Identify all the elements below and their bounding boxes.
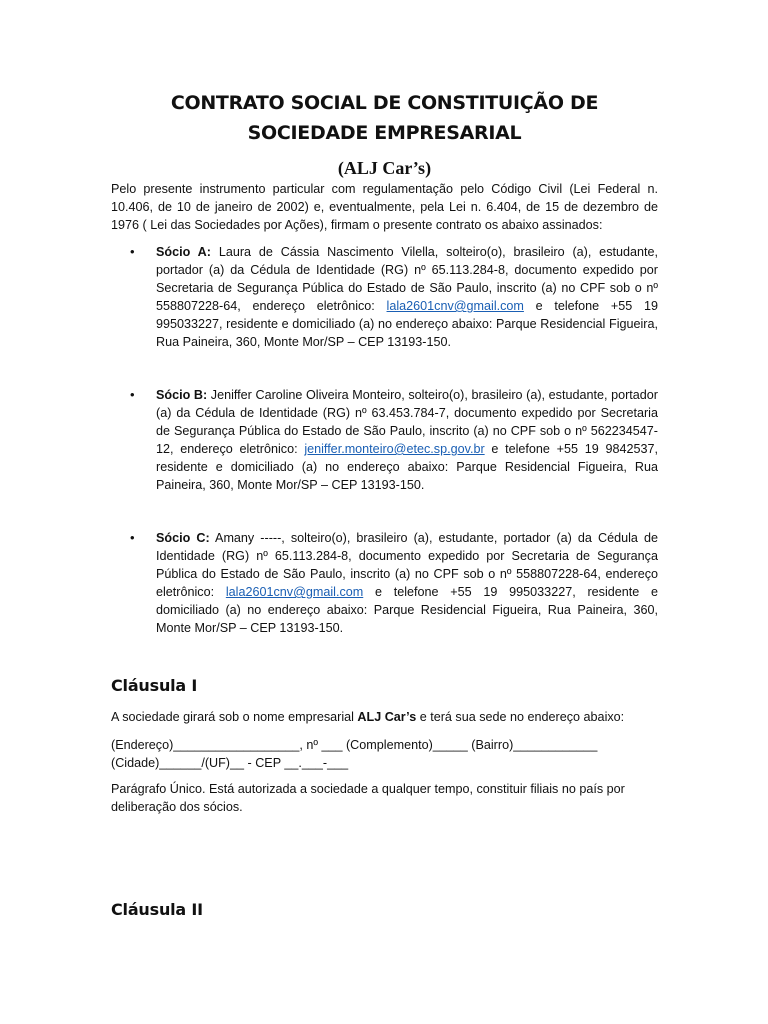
clausula-1-company-line: [111, 708, 658, 726]
bullet-icon: •: [130, 530, 135, 545]
socio-b-paragraph: [156, 386, 658, 494]
paragrafo-unico: Parágrafo Único. Está autorizada a sociedade a qualquer tempo, constituir filiais no país por deliberação dos sócios.: [111, 782, 625, 814]
bullet-icon: •: [130, 244, 135, 259]
clausula-1-heading: Cláusula I: [111, 676, 198, 695]
intro-paragraph: Pelo presente instrumento particular com regulamentação pelo Código Civil (Lei Federal n. 10.406, de 10 de janeiro de 2002) e, eventualmente, pela Lei n. 6.404, de 15 de dezembro de 1976 ( Lei das Sociedades por Ações), firmam o presente contrato os abaixo assinados:: [111, 182, 658, 232]
clausula-1-text: A sociedade girará sob o nome empresarial: [111, 710, 358, 724]
socio-c-email-link[interactable]: lala2601cnv@gmail.com: [225, 585, 364, 599]
company-name: ALJ Car’s: [357, 710, 417, 724]
address-line-2: (Cidade)______/(UF)__ - CEP __.___-___: [111, 756, 349, 770]
document-subtitle: (ALJ Car’s): [337, 158, 432, 178]
address-line-1: (Endereço)__________________, nº ___ (Complemento)_____ (Bairro)____________: [111, 738, 598, 752]
socio-b-text: Jeniffer Caroline Oliveira Monteiro, solteiro(o), brasileiro (a), estudante, portador (a) da Cédula de Identidade (RG) nº 63.453.784-7, documento expedido por Secretaria de Segurança Pública do Estado de São Paulo, inscrito (a) no CPF sob o nº 562234547-12, endereço eletrônico:: [156, 388, 658, 456]
clausula-1-text-end: e terá sua sede no endereço abaixo:: [416, 710, 625, 724]
socio-c-text-end: e telefone +55 19 995033227, residente e domiciliado (a) no endereço abaixo: Parque Residencial Figueira, Rua Paineira, 360, Monte Mor/SP – CEP 13193-150.: [156, 585, 659, 635]
title-line-2: SOCIEDADE EMPRESARIAL: [247, 122, 522, 144]
socio-b-label: Sócio B:: [156, 388, 208, 402]
socio-a-paragraph: [156, 243, 658, 351]
socio-a-email-link[interactable]: lala2601cnv@gmail.com: [386, 299, 524, 313]
socio-b-email-link[interactable]: jeniffer.monteiro@etec.sp.gov.br: [304, 442, 485, 456]
socio-a-text: Laura de Cássia Nascimento Vilella, solteiro(o), brasileiro (a), estudante, portador (a) da Cédula de Identidade (RG) nº 65.113.284-8, documento expedido por Secretaria de Segurança Pública do Estado de São Paulo, inscrito (a) no CPF sob o nº 558807228-64, endereço eletrônico:: [156, 245, 659, 313]
socio-c-paragraph: [156, 529, 658, 637]
bullet-icon: •: [130, 387, 135, 402]
socio-a-label: Sócio A:: [156, 245, 211, 259]
socio-c-label: Sócio C:: [156, 531, 210, 545]
clausula-2-heading: Cláusula II: [111, 900, 203, 919]
title-line-1: CONTRATO SOCIAL DE CONSTITUIÇÃO DE: [170, 92, 599, 114]
socio-c-text: Amany -----, solteiro(o), brasileiro (a), estudante, portador (a) da Cédula de Identidade (RG) nº 65.113.284-8, documento expedido por Secretaria de Segurança Pública do Estado de São Paulo, inscrito (a) no CPF sob o nº 558807228-64, endereço eletrônico:: [156, 531, 658, 599]
socio-a-text-end: e telefone +55 19 995033227, residente e domiciliado (a) no endereço abaixo: Parque Residencial Figueira, Rua Paineira, 360, Monte Mor/SP – CEP 13193-150.: [156, 299, 659, 349]
document-title: [111, 88, 658, 148]
socio-b-text-end: e telefone +55 19 9842537, residente e domiciliado (a) no endereço abaixo: Parque Residencial Figueira, Rua Paineira, 360, Monte Mor/SP – CEP 13193-150.: [156, 442, 658, 492]
